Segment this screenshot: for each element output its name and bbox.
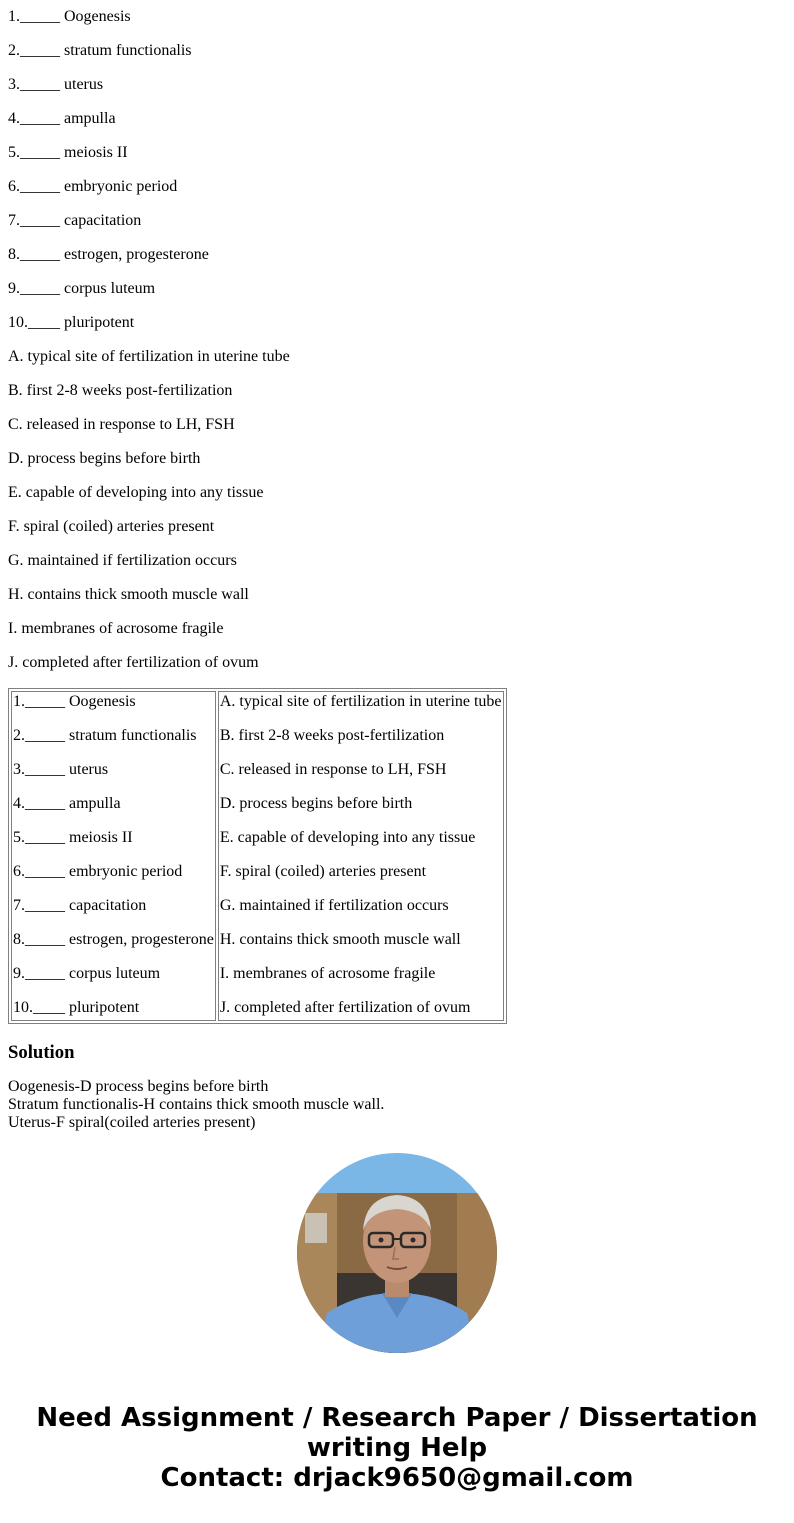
- right-item-e: E. capable of developing into any tissue: [8, 484, 264, 501]
- right-item-a: A. typical site of fertilization in uterine tube: [8, 348, 290, 365]
- left-item-3: 3._____ uterus: [8, 76, 104, 93]
- matching-table: [8, 688, 507, 1024]
- right-list: [8, 340, 788, 680]
- solution-text: [8, 1078, 788, 1131]
- left-item-5: 5._____ meiosis II: [8, 144, 128, 161]
- table-right-item-d: D. process begins before birth: [219, 795, 413, 812]
- left-item-6: 6._____ embryonic period: [8, 178, 178, 195]
- table-right-item-a: A. typical site of fertilization in uterine tube: [219, 693, 502, 710]
- table-right-item-j: J. completed after fertilization of ovum: [219, 999, 471, 1016]
- cta-contact-line: Contact: drjack9650@gmail.com: [160, 1463, 634, 1493]
- table-right-cell: [218, 691, 504, 1021]
- left-item-4: 4._____ ampulla: [8, 110, 116, 127]
- page-content: [8, 0, 788, 1131]
- table-left-item-3: 3._____ uterus: [13, 761, 109, 778]
- left-item-10: 10.____ pluripotent: [8, 314, 135, 331]
- solution-line-1: Oogenesis-D process begins before birth: [8, 1078, 269, 1095]
- solution-line-3: Uterus-F spiral(coiled arteries present): [8, 1114, 256, 1131]
- left-item-8: 8._____ estrogen, progesterone: [8, 246, 209, 263]
- person-portrait-image: [297, 1153, 497, 1353]
- left-item-7: 7._____ capacitation: [8, 212, 142, 229]
- table-right-item-g: G. maintained if fertilization occurs: [219, 897, 449, 914]
- table-left-item-4: 4._____ ampulla: [13, 795, 121, 812]
- table-right-item-e: E. capable of developing into any tissue: [219, 829, 476, 846]
- contact-banner: [0, 1403, 794, 1493]
- table-left-item-2: 2._____ stratum functionalis: [13, 727, 197, 744]
- table-row: [11, 691, 504, 1021]
- right-item-g: G. maintained if fertilization occurs: [8, 552, 237, 569]
- solution-heading: Solution: [8, 1042, 75, 1063]
- right-item-b: B. first 2-8 weeks post-fertilization: [8, 382, 233, 399]
- table-left-item-8: 8._____ estrogen, progesterone: [13, 931, 214, 948]
- table-left-item-7: 7._____ capacitation: [13, 897, 147, 914]
- right-item-d: D. process begins before birth: [8, 450, 201, 467]
- table-left-item-9: 9._____ corpus luteum: [13, 965, 161, 982]
- right-item-c: C. released in response to LH, FSH: [8, 416, 235, 433]
- table-left-item-5: 5._____ meiosis II: [13, 829, 133, 846]
- table-right-item-i: I. membranes of acrosome fragile: [219, 965, 436, 982]
- solution-line-2: Stratum functionalis-H contains thick smooth muscle wall.: [8, 1096, 385, 1113]
- wall-switch-panel: [305, 1213, 327, 1243]
- left-item-1: 1._____ Oogenesis: [8, 8, 131, 25]
- cta-line-2: writing Help: [306, 1433, 488, 1463]
- left-item-9: 9._____ corpus luteum: [8, 280, 156, 297]
- cta-line-1: Need Assignment / Research Paper / Dissertation: [36, 1403, 758, 1433]
- table-left-item-6: 6._____ embryonic period: [13, 863, 183, 880]
- left-list: [8, 0, 788, 340]
- table-left-item-1: 1._____ Oogenesis: [13, 693, 136, 710]
- right-item-f: F. spiral (coiled) arteries present: [8, 518, 215, 535]
- table-right-item-b: B. first 2-8 weeks post-fertilization: [219, 727, 445, 744]
- right-item-i: I. membranes of acrosome fragile: [8, 620, 224, 637]
- table-left-cell: [11, 691, 216, 1021]
- left-item-2: 2._____ stratum functionalis: [8, 42, 192, 59]
- table-right-item-f: F. spiral (coiled) arteries present: [219, 863, 427, 880]
- author-photo-avatar: [297, 1153, 497, 1353]
- table-right-item-c: C. released in response to LH, FSH: [219, 761, 447, 778]
- right-item-h: H. contains thick smooth muscle wall: [8, 586, 249, 603]
- table-right-item-h: H. contains thick smooth muscle wall: [219, 931, 461, 948]
- table-left-item-10: 10.____ pluripotent: [13, 999, 140, 1016]
- right-item-j: J. completed after fertilization of ovum: [8, 654, 259, 671]
